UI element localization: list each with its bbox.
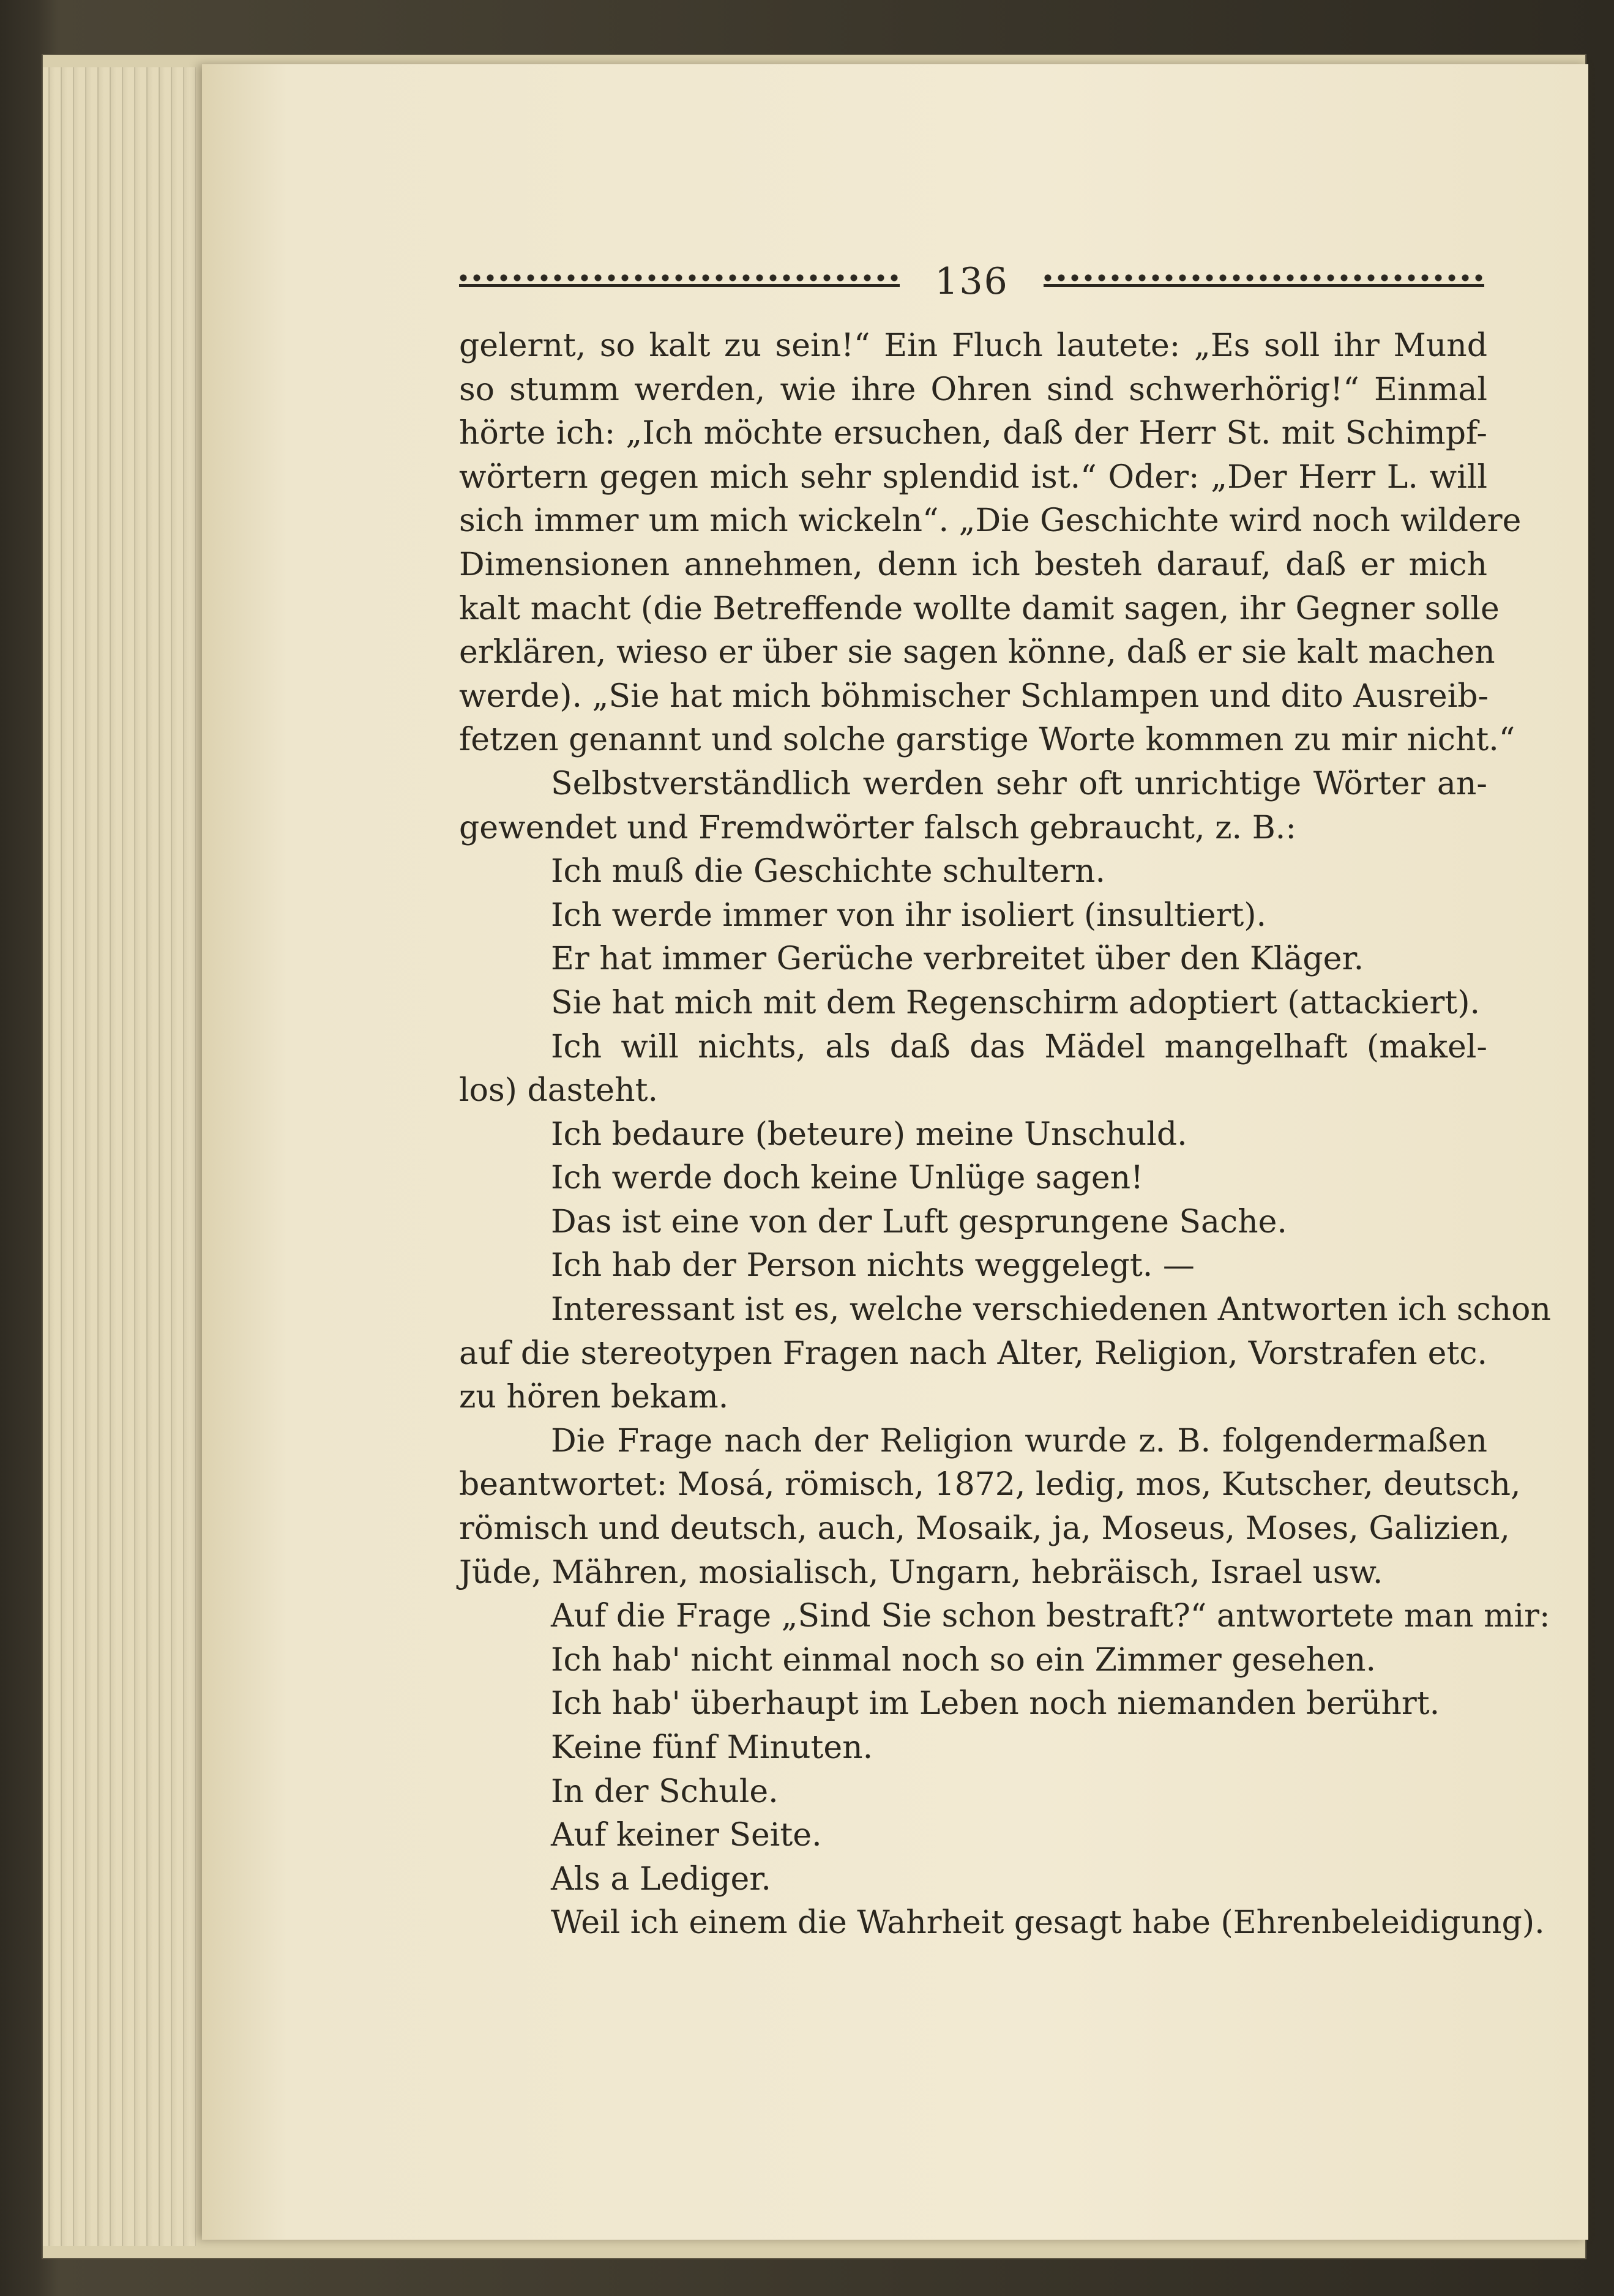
text-line: Sie hat mich mit dem Regenschirm adoptiert (attackiert). <box>551 984 1481 1021</box>
text-line: Auf die Frage „Sind Sie schon bestraft?“ antwortete man mir: <box>551 1598 1550 1635</box>
running-header <box>459 260 1484 303</box>
text-line: Ich muß die Geschichte schultern. <box>551 853 1105 890</box>
text-line: Selbstverständlich werden sehr oft unrichtige Wörter an- <box>551 765 1487 802</box>
text-line: Ich werde doch keine Unlüge sagen! <box>551 1160 1144 1197</box>
text-line: fetzen genannt und solche garstige Worte kommen zu mir nicht.“ <box>459 721 1515 759</box>
text-line: In der Schule. <box>551 1773 779 1810</box>
text-line: auf die stereotypen Fragen nach Alter, Religion, Vorstrafen etc. <box>459 1335 1487 1372</box>
text-line: los) dasteht. <box>459 1072 658 1109</box>
text-line: Ich hab' nicht einmal noch so ein Zimmer gesehen. <box>551 1641 1377 1679</box>
text-line: beantwortet: Mosá, römisch, 1872, ledig, mos, Kutscher, deutsch, <box>459 1466 1521 1504</box>
text-line: so stumm werden, wie ihre Ohren sind schwerhörig!“ Einmal <box>459 371 1487 408</box>
header-ornament-right <box>1044 270 1484 293</box>
text-line: Ich bedaure (beteure) meine Unschuld. <box>551 1116 1187 1153</box>
text-line: sich immer um mich wickeln“. „Die Geschichte wird noch wildere <box>459 502 1522 540</box>
text-line: Keine fünf Minuten. <box>551 1729 873 1766</box>
body-text <box>459 324 1551 1945</box>
text-line: werde). „Sie hat mich böhmischer Schlampen und dito Ausreib- <box>459 677 1489 715</box>
page-number: 136 <box>935 260 1009 303</box>
text-line: Er hat immer Gerüche verbreitet über den Kläger. <box>551 941 1364 978</box>
page-edges <box>43 67 196 2246</box>
text-line: gewendet und Fremdwörter falsch gebraucht, z. B.: <box>459 809 1296 846</box>
text-line: gelernt, so kalt zu sein!“ Ein Fluch lautete: „Es soll ihr Mund <box>459 327 1487 364</box>
text-line: Dimensionen annehmen, denn ich besteh darauf, daß er mich <box>459 546 1487 583</box>
text-line: Interessant ist es, welche verschiedenen Antworten ich schon <box>551 1291 1551 1329</box>
text-line: zu hören bekam. <box>459 1379 729 1416</box>
text-line: Ich hab der Person nichts weggelegt. — <box>551 1247 1195 1284</box>
text-line: Jüde, Mähren, mosialisch, Ungarn, hebräisch, Israel usw. <box>459 1554 1383 1591</box>
text-line: Das ist eine von der Luft gesprungene Sache. <box>551 1203 1287 1240</box>
text-line: Auf keiner Seite. <box>551 1817 822 1854</box>
text-line: hörte ich: „Ich möchte ersuchen, daß der Herr St. mit Schimpf- <box>459 415 1487 452</box>
text-line: wörtern gegen mich sehr splendid ist.“ Oder: „Der Herr L. will <box>459 458 1487 496</box>
text-line: Ich will nichts, als daß das Mädel mangelhaft (makel- <box>551 1028 1487 1065</box>
text-line: Als a Lediger. <box>551 1860 771 1898</box>
text-line: kalt macht (die Betreffende wollte damit sagen, ihr Gegner solle <box>459 590 1500 627</box>
header-ornament-left <box>459 270 900 293</box>
text-line: römisch und deutsch, auch, Mosaik, ja, Moseus, Moses, Galizien, <box>459 1510 1510 1548</box>
text-line: Weil ich einem die Wahrheit gesagt habe (Ehrenbeleidigung). <box>551 1904 1545 1942</box>
text-line: Ich werde immer von ihr isoliert (insultiert). <box>551 896 1267 934</box>
text-line: Die Frage nach der Religion wurde z. B. folgendermaßen <box>551 1422 1487 1459</box>
text-line: erklären, wieso er über sie sagen könne, daß er sie kalt machen <box>459 634 1495 671</box>
text-line: Ich hab' überhaupt im Leben noch niemanden berührt. <box>551 1685 1440 1723</box>
